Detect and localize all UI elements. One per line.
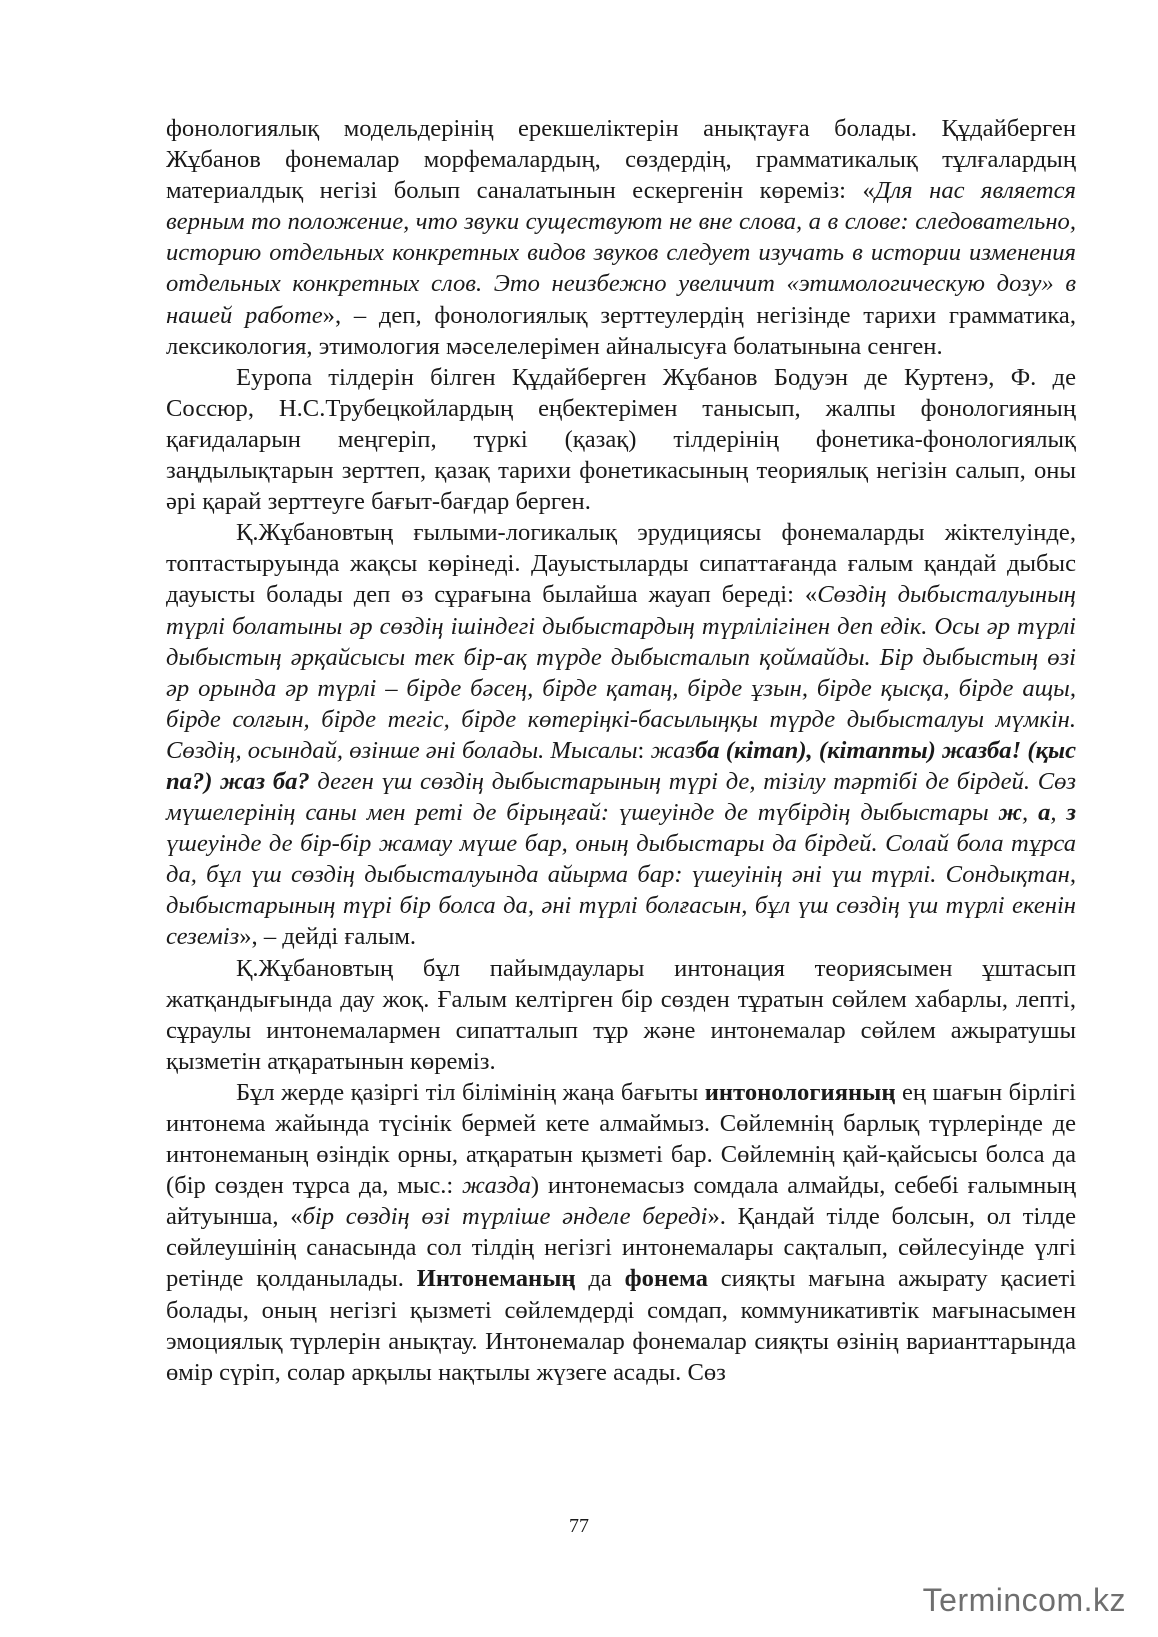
text-run: үшеуінде де бір-бір жамау мүше бар, оның дыбыстары да бірдей. Солай бола тұрса да, бұл үш сөздің дыбысталуында айырма бар: үшеуінің әні үш түрлі. Сондықтан, дыбыстарының түрі бір болса да, әні түрлі болғасын, бұл үш сөздің үш түрлі екенін сеземіз [166, 830, 1076, 951]
text-run [1038, 799, 1050, 826]
text-run: ж [998, 799, 1023, 827]
text-run: Еуропа тілдерін білген Құдайберген Жұбанов Бодуэн де Куртенэ, Ф. де Соссюр, Н.С.Трубецкойлардың еңбектерімен танысып, жалпы фонологияның қағидаларын меңгеріп, түркі (қазақ) тілдерінің фонетика-фонологиялық заңдылықтарын зерттеп, қазақ тарихи фонетикасының теориялық негізін салып, оны әрі қарай зерттеуге бағыт-бағдар берген. [166, 363, 1076, 516]
paragraph [166, 1077, 1076, 1388]
text-run: Сөздің дыбысталуының түрлі болатыны әр сөздің ішіндегі дыбыстардың түрлілігінен деп едік. Осы әр түрлі дыбыстың әрқайсысы тек бір-ақ түрде дыбысталып қоймайды. Бір дыбыстың өзі әр орында әр түрлі – бірде бәсең, бірде қатаң, бірде ұзын, бірде қысқа, бірде ащы, бірде солғын, бірде тегіс, бірде көтеріңкі-басылыңқы түрде дыбысталуы мүмкін. Сөздің, осындай, өзінше әні болады. Мысалы [166, 581, 1076, 764]
text-run: , [1050, 799, 1067, 827]
text-run: ең шағын бірлігі интонема жайында түсінік бермей кете алмаймыз. Сөйлемнің барлық түрлерінде де интонеманың өзіндік орны, атқаратын қызметі бар. Сөйлемнің қай-қайсысы болса да (бір сөзден тұрса да, мыс.: [166, 1078, 1076, 1200]
paragraph [166, 953, 1076, 1077]
text-run: Қ.Жұбановтың ғылыми-логикалық эрудициясы фонемаларды жіктелуінде, топтастыруында жақсы көрінеді. Дауыстыларды сипаттағанда ғалым қандай дыбыс дауысты болады деп өз сұрағына былайша жауап береді: « [166, 519, 1076, 609]
text-run: деген үш сөздің дыбыстарының түрі де, тізілу тәртібі де бірдей. Сөз мүшелерінің саны мен реті де бірыңғай: үшеуінде де түбірдің дыбыстары [166, 767, 1076, 827]
text-run: », – дейді ғалым. [239, 923, 417, 951]
text-run: з [1066, 799, 1077, 827]
text-run: фонема [624, 1265, 708, 1293]
text-run: », – деп, фонологиялық зерттеулердің негізінде тарихи грамматика, лексикология, этимология мәселелерімен айналысуға болатынына сенген. [166, 301, 1076, 360]
paragraph [166, 362, 1076, 517]
text-run: жаз [650, 736, 696, 764]
text-run [999, 799, 1022, 826]
text-run: жазда [462, 1172, 531, 1200]
site-watermark-logo: Termincom.kz [922, 1582, 1126, 1618]
text-run: , [1022, 799, 1039, 827]
paragraph [166, 517, 1076, 952]
document-body [166, 113, 1076, 1388]
text-run: Қ.Жұбановтың бұл пайымдаулары интонация теориясымен ұштасып жатқандығында дау жоқ. Ғалым келтірген бір сөзден тұратын сөйлем хабарлы, лепті, сұраулы интонемалармен сипатталып тұр және интонемалар сөйлем ажыратушы қызметін атқаратынын көреміз. [166, 954, 1076, 1075]
text-run: а [1038, 799, 1051, 827]
page-number: 77 [569, 1515, 589, 1537]
text-run: бір сөздің өзі түрліше әнделе береді [302, 1203, 708, 1231]
paragraph [166, 113, 1076, 362]
text-run: Интонеманың [416, 1265, 576, 1293]
text-run: сияқты мағына ажырату қасиеті болады, оның негізгі қызметі сөйлемдерді сомдап, коммуникативтік мағынасымен эмоциялық түрлерін анықтау. Интонемалар фонемалар сияқты өзінің варианттарында өмір сүріп, солар арқылы нақтылы жүзеге асады. Сөз [166, 1265, 1076, 1386]
text-run: ба (кітап), (кітапты) жазба! (қыс па?) жаз ба? [166, 736, 1076, 795]
text-run [1066, 799, 1076, 826]
text-run: : [637, 736, 651, 764]
text-run: ». Қандай тілде болсын, ол тілде сөйлеушінің санасында сол тілдің негізгі интонемалары сақталып, сөйлесуінде үлгі ретінде қолданылады. [166, 1203, 1076, 1293]
text-run: фонологиялық модельдерінің ерекшеліктерін анықтауға болады. Құдайберген Жұбанов фонемалар морфемалардың, сөздердің, грамматикалық тұлғалардың материалдық негізі болып саналатынын ескергенін көреміз: « [166, 115, 1076, 205]
text-run: Для нас является верным то положение, что звуки существуют не вне слова, а в слове: следовательно, историю отдельных конкретных видов звуков следует изучать в истории изменения отдельных конкретных слов. Это неизбежно увеличит «этимологическую дозу» в нашей работе [166, 177, 1076, 329]
text-run: ) интонемасыз сомдала алмайды, себебі ғалымның айтуынша, « [166, 1172, 1076, 1231]
text-run: Бұл жерде қазіргі тіл білімінің жаңа бағыты [236, 1078, 705, 1106]
text-run: интонологияның [704, 1078, 896, 1106]
text-run: да [575, 1265, 625, 1293]
